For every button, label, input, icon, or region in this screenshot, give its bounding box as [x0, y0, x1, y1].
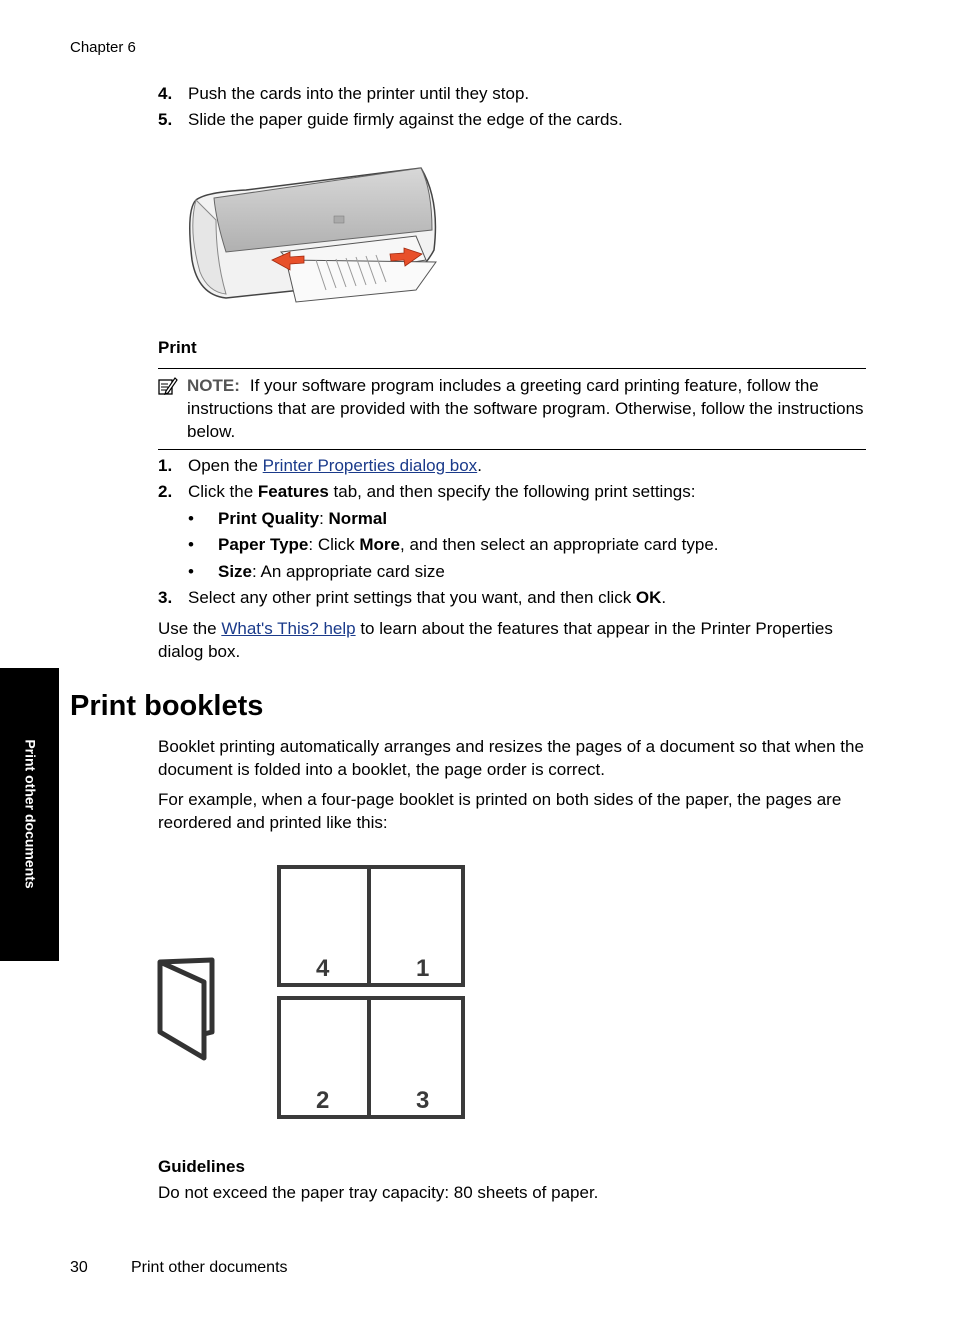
bullet-label: Print Quality — [218, 509, 320, 528]
step-text — [188, 586, 666, 609]
guidelines-heading: Guidelines — [158, 1157, 245, 1176]
bullet-sep: : An appropriate card size — [252, 562, 445, 581]
step-text-part: Click the — [188, 482, 258, 501]
bullet-value: Normal — [328, 509, 388, 528]
step-text-part: . — [477, 456, 482, 475]
para-text: to learn about the features that appear in the Printer Properties dialog box. — [158, 619, 833, 661]
booklet-paragraph-1: Booklet printing automatically arranges and resizes the pages of a document so that when the document is folded into a booklet, the page order is correct. — [158, 737, 864, 779]
para-text: Use the — [158, 619, 222, 638]
note-icon — [158, 376, 178, 396]
step-number: 5. — [158, 110, 173, 129]
step-number: 2. — [158, 482, 173, 501]
printer-illustration — [186, 160, 440, 306]
note-box — [187, 374, 869, 443]
bullet-text — [218, 560, 445, 583]
page-number-3: 3 — [416, 1087, 430, 1114]
note-top-rule — [158, 368, 866, 369]
whats-this-help-link[interactable]: What's This? help — [221, 619, 356, 638]
guidelines-text: Do not exceed the paper tray capacity: 80 sheets of paper. — [158, 1183, 599, 1202]
bullet-text — [218, 533, 719, 556]
bullet-symbol: • — [188, 562, 194, 581]
page-number-2: 2 — [316, 1087, 330, 1114]
bullet-sep: : Click — [308, 535, 360, 554]
bullet-value: More — [359, 535, 401, 554]
step-text-part: tab, and then specify the following print settings: — [328, 482, 696, 501]
side-chapter-tab — [0, 668, 59, 961]
step-number: 1. — [158, 456, 173, 475]
step-text: Slide the paper guide firmly against the edge of the cards. — [188, 110, 623, 129]
folded-booklet-icon — [156, 956, 220, 1064]
page-number-4: 4 — [316, 955, 330, 982]
help-paragraph — [158, 617, 868, 663]
bullet-symbol: • — [188, 509, 194, 528]
bullet-label: Size — [218, 562, 253, 581]
note-text: If your software program includes a greeting card printing feature, follow the instructions that are provided with the software program. Otherwise, follow the instructions below. — [187, 376, 864, 441]
side-tab-label: Print other documents — [22, 739, 39, 889]
ok-label: OK — [635, 588, 662, 607]
section-title: Print booklets — [70, 690, 264, 722]
bullet-rest: , and then select an appropriate card type. — [400, 535, 719, 554]
step-text: Push the cards into the printer until they stop. — [188, 84, 530, 103]
booklet-page-order-diagram — [276, 864, 466, 1120]
page-number: 30 — [70, 1259, 88, 1276]
footer-title: Print other documents — [131, 1259, 288, 1276]
step-text — [188, 454, 482, 477]
bullet-label: Paper Type — [218, 535, 309, 554]
bullet-text — [218, 507, 387, 530]
note-bottom-rule — [158, 449, 866, 450]
print-heading: Print — [158, 338, 197, 357]
chapter-header: Chapter 6 — [70, 39, 136, 56]
note-label: NOTE: — [187, 376, 240, 395]
step-number: 4. — [158, 84, 173, 103]
step-text-part: Select any other print settings that you want, and then click — [188, 588, 636, 607]
step-text-part: Open the — [188, 456, 263, 475]
step-number: 3. — [158, 588, 173, 607]
page-number-1: 1 — [416, 955, 430, 982]
features-tab-label: Features — [257, 482, 329, 501]
printer-properties-link[interactable]: Printer Properties dialog box — [262, 456, 478, 475]
step-text-part: . — [661, 588, 667, 607]
step-text — [188, 480, 695, 503]
bullet-sep: : — [319, 509, 329, 528]
booklet-paragraph-2: For example, when a four-page booklet is printed on both sides of the paper, the pages are reordered and printed like this: — [158, 790, 842, 832]
bullet-symbol: • — [188, 535, 194, 554]
